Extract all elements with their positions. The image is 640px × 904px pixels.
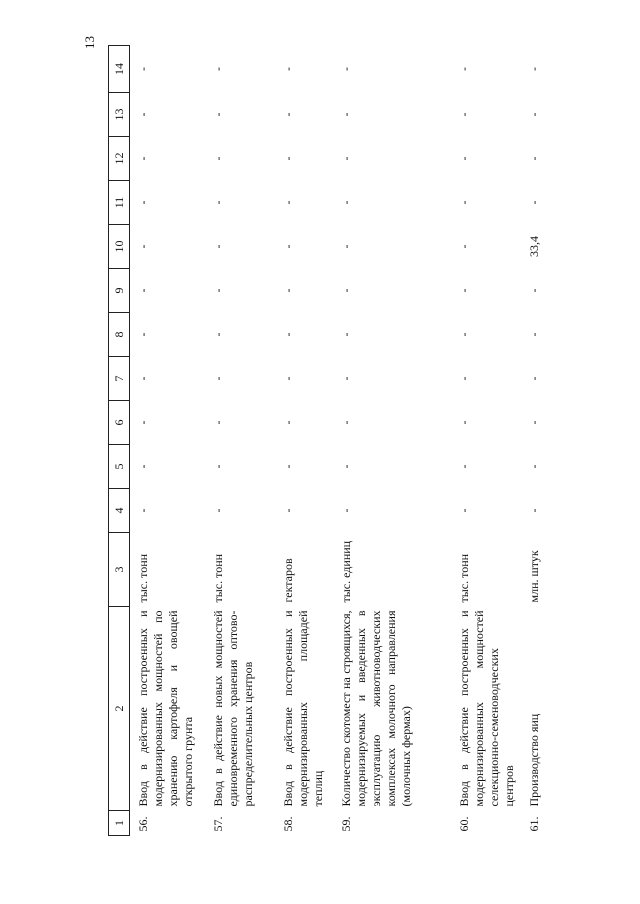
value-cell: - bbox=[338, 376, 353, 381]
value-cell: - bbox=[136, 200, 150, 205]
column-header: 12 bbox=[109, 137, 130, 181]
value-cell: - bbox=[210, 508, 225, 513]
value-cell: - bbox=[338, 156, 353, 161]
column-header: 10 bbox=[109, 225, 130, 269]
table-row bbox=[205, 46, 275, 836]
column-header: 13 bbox=[109, 93, 130, 137]
value-cell: - bbox=[526, 156, 541, 161]
value-cell: - bbox=[338, 464, 353, 469]
value-cell: - bbox=[526, 420, 541, 425]
value-cell: - bbox=[210, 156, 225, 161]
unit-cell: тыс. тонн bbox=[456, 553, 471, 603]
value-cell: - bbox=[338, 508, 353, 513]
column-header: 2 bbox=[109, 607, 130, 811]
value-cell: - bbox=[280, 420, 295, 425]
value-cell: - bbox=[280, 156, 295, 161]
value-cell: - bbox=[136, 156, 150, 161]
page-number: 13 bbox=[82, 36, 97, 49]
value-cell: - bbox=[136, 464, 150, 469]
column-header: 14 bbox=[109, 46, 130, 93]
column-header: 11 bbox=[109, 181, 130, 225]
value-cell: - bbox=[338, 200, 353, 205]
row-number: 59. bbox=[338, 816, 353, 832]
value-cell: - bbox=[456, 200, 471, 205]
value-cell: - bbox=[280, 464, 295, 469]
value-cell: - bbox=[338, 244, 353, 249]
table-header-row bbox=[109, 46, 130, 836]
column-header: 8 bbox=[109, 313, 130, 357]
value-cell: - bbox=[456, 288, 471, 293]
value-cell: - bbox=[210, 112, 225, 117]
value-cell: - bbox=[526, 508, 541, 513]
value-cell: - bbox=[456, 376, 471, 381]
indicator-name: Ввод в действие новых мощностей единовременного хранения оптово-распределительных центров bbox=[210, 610, 255, 807]
value-cell: - bbox=[526, 200, 541, 205]
value-cell: - bbox=[136, 376, 150, 381]
value-cell: - bbox=[136, 420, 150, 425]
value-cell: - bbox=[338, 67, 353, 71]
value-cell: - bbox=[210, 244, 225, 249]
value-cell: - bbox=[280, 508, 295, 513]
unit-cell: гектаров bbox=[280, 558, 295, 603]
value-cell: - bbox=[280, 376, 295, 381]
table-row bbox=[275, 46, 333, 836]
column-header: 9 bbox=[109, 269, 130, 313]
row-number: 58. bbox=[280, 816, 295, 832]
value-cell: - bbox=[280, 67, 295, 71]
value-cell: - bbox=[526, 332, 541, 337]
value-cell: - bbox=[210, 332, 225, 337]
value-cell: - bbox=[456, 156, 471, 161]
table-row bbox=[333, 46, 451, 836]
value-cell: - bbox=[280, 332, 295, 337]
row-number: 60. bbox=[456, 816, 471, 832]
value-cell: - bbox=[456, 244, 471, 249]
indicator-table bbox=[108, 45, 545, 836]
value-cell: - bbox=[338, 288, 353, 293]
unit-cell: тыс. тонн bbox=[210, 553, 225, 603]
value-cell: - bbox=[136, 288, 150, 293]
value-cell: - bbox=[338, 332, 353, 337]
indicator-name: Ввод в действие построенных и модернизированных мощностей по хранению картофеля и овощей открытого грунта bbox=[136, 610, 195, 807]
value-cell: - bbox=[456, 420, 471, 425]
value-cell: - bbox=[136, 67, 150, 71]
indicator-name: Ввод в действие построенных и модернизированных мощностей селекционно-семеноводческих центров bbox=[456, 610, 516, 807]
unit-cell: млн. штук bbox=[526, 550, 541, 603]
unit-cell: тыс. тонн bbox=[136, 553, 150, 603]
value-cell: - bbox=[456, 508, 471, 513]
value-cell: - bbox=[210, 376, 225, 381]
column-header: 7 bbox=[109, 357, 130, 401]
column-header: 4 bbox=[109, 489, 130, 533]
indicator-name: Количество скотомест на строящихся, модернизируемых и введенных в эксплуатацию животноводческих комплексах молочного направления (молочных фермах) bbox=[338, 610, 413, 807]
value-cell: - bbox=[136, 332, 150, 337]
value-cell: - bbox=[210, 67, 225, 71]
value-cell: - bbox=[210, 420, 225, 425]
value-cell: - bbox=[456, 464, 471, 469]
table-row bbox=[451, 46, 521, 836]
value-cell: - bbox=[280, 244, 295, 249]
value-cell: - bbox=[526, 376, 541, 381]
value-cell: - bbox=[456, 332, 471, 337]
value-cell: 33,4 bbox=[526, 236, 541, 257]
column-header: 3 bbox=[109, 533, 130, 607]
table-row bbox=[521, 46, 545, 836]
column-header: 5 bbox=[109, 445, 130, 489]
value-cell: - bbox=[526, 67, 541, 71]
column-header: 6 bbox=[109, 401, 130, 445]
value-cell: - bbox=[136, 244, 150, 249]
value-cell: - bbox=[210, 200, 225, 205]
value-cell: - bbox=[338, 420, 353, 425]
value-cell: - bbox=[526, 464, 541, 469]
value-cell: - bbox=[136, 508, 150, 513]
row-number: 57. bbox=[210, 816, 225, 832]
row-number: 56. bbox=[136, 816, 150, 832]
column-header: 1 bbox=[109, 811, 130, 836]
value-cell: - bbox=[280, 200, 295, 205]
indicator-name: Ввод в действие построенных и модернизированных площадей теплиц bbox=[280, 610, 325, 807]
value-cell: - bbox=[456, 112, 471, 117]
value-cell: - bbox=[210, 464, 225, 469]
value-cell: - bbox=[210, 288, 225, 293]
value-cell: - bbox=[280, 112, 295, 117]
value-cell: - bbox=[456, 67, 471, 71]
rotated-table-container bbox=[108, 46, 541, 836]
table-row bbox=[130, 46, 205, 836]
indicator-name: Производство яиц bbox=[526, 713, 541, 807]
value-cell: - bbox=[526, 288, 541, 293]
row-number: 61. bbox=[526, 816, 541, 832]
value-cell: - bbox=[136, 112, 150, 117]
value-cell: - bbox=[338, 112, 353, 117]
value-cell: - bbox=[280, 288, 295, 293]
unit-cell: тыс. единиц bbox=[338, 540, 353, 603]
value-cell: - bbox=[526, 112, 541, 117]
